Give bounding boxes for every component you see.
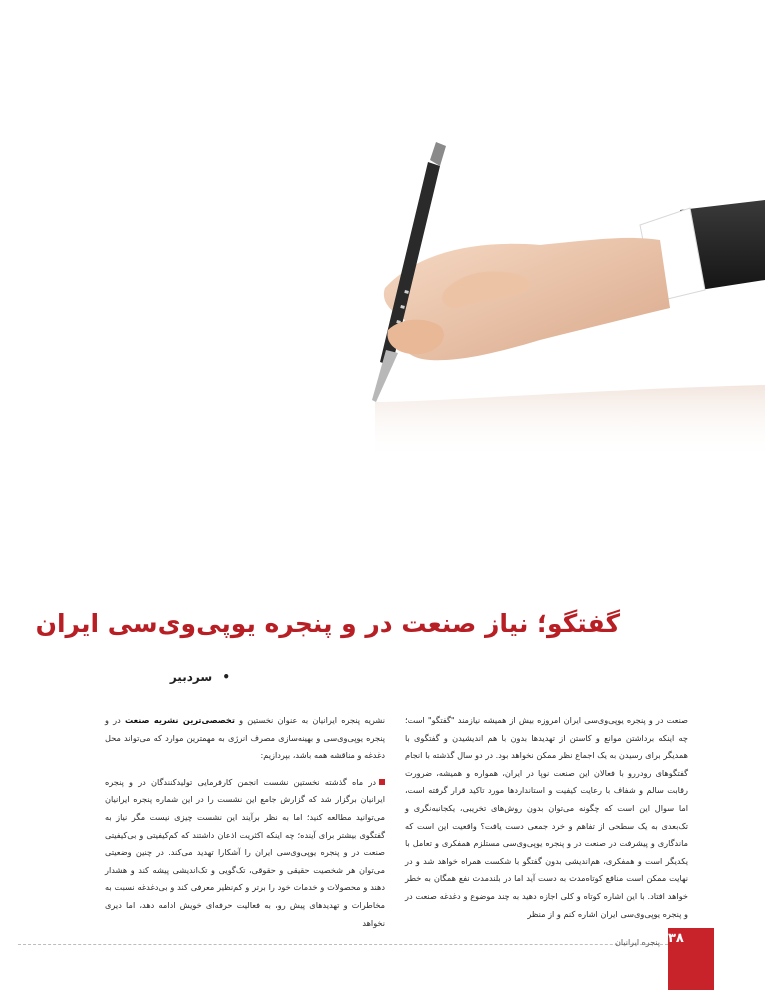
paragraph	[105, 774, 385, 932]
intro-paragraph	[105, 712, 385, 765]
paragraph-text: در و پنجره یوپی‌وی‌سی و بهینه‌سازی مصرف انرژی به مهمترین موارد که می‌تواند محل دغدغه و مناقشه همه باشد، بپردازیم:	[105, 715, 385, 761]
red-square-icon	[379, 779, 385, 785]
footer-divider	[18, 944, 668, 945]
author-name: سردبیر	[169, 670, 213, 684]
reflection-shape	[375, 385, 765, 460]
pen-hand-photo	[280, 140, 765, 460]
paragraph-text: نشریه پنجره ایرانیان به عنوان نخستین و	[234, 715, 385, 725]
publication-emphasis: تخصصی‌ترین نشریه صنعت	[124, 715, 235, 725]
text-column-left	[105, 712, 385, 932]
page-number: ۳۸	[668, 931, 684, 946]
paragraph: صنعت در و پنجره یوپی‌وی‌سی ایران امروزه بیش از همیشه نیازمند "گفتگو" است؛ چه اینکه برداشتن موانع و کاستن از تهدیدها بدون با هم اندیشیدن و گفتگوی با همدیگر برای رسیدن به یک اجماع نظر ممکن نخواهد بود. در دو سال گذشته با انجام گفتگوهای رودررو با فعالان این صنعت نوپا در ایران، همواره و همیشه، ضرورت رقابت سالم و شفاف با رعایت کیفیت و استانداردها مورد تاکید قرار گرفته است، اما سوال این است که چگونه می‌توان بدون روش‌های تخریبی، یکجانبه‌نگری و تک‌بعدی به یک سطحی از تفاهم و خرد جمعی دست یافت؟ واقعیت این است که ماندگاری و پیشرفت در صنعت در و پنجره یوپی‌وی‌سی مستلزم همفکری و تعامل با یکدیگر است و همفکری، هم‌اندیشی بدون گفتگو با شکست همراه خواهد شد و در نهایت ممکن است منافع کوتاه‌مدت به دست آید اما در بلندمدت نفع همگان به خطر خواهد افتاد. با این اشاره کوتاه و کلی اجازه دهید به چند موضوع و دغدغه صنعت در و پنجره یوپی‌وی‌سی ایران اشاره کنم و از منظر	[405, 715, 688, 919]
author-bullet: •	[222, 670, 230, 684]
author-byline	[130, 668, 230, 686]
footer-magazine-name: پنجره ایرانیان	[615, 938, 660, 947]
paragraph-text: در ماه گذشته نخستین نشست انجمن کارفرمایی تولیدکنندگان در و پنجره ایرانیان برگزار شد که گزارش جامع این نشست را در این شماره پنجره ایرانیان می‌توانید مطالعه کنید؛ اما به نظر برآیند این نشست چیزی نیست مگر نیاز به گفتگوی بیشتر برای آینده؛ چه اینکه اکثریت اذعان داشتند که کم‌کیفیتی و بی‌کیفیتی صنعت در و پنجره یوپی‌وی‌سی ایران را آشکارا تهدید می‌کند. در چنین وضعیتی می‌توان هر شخصیت حقیقی و حقوقی، تک‌گویی و تک‌اندیشی پیشه کند و هشدار دهند و محصولات و خدمات خود را برتر و کم‌نظیر معرفی کند و بی‌دغدغه نسبت به مخاطرات و تهدیدهای پیش رو، به فعالیت حرفه‌ای خویش ادامه دهد، اما دیری نخواهد	[105, 776, 385, 928]
text-column-right	[405, 712, 688, 923]
article-title: گفتگو؛ نیاز صنعت در و پنجره یوپی‌وی‌سی ایران	[35, 609, 620, 638]
